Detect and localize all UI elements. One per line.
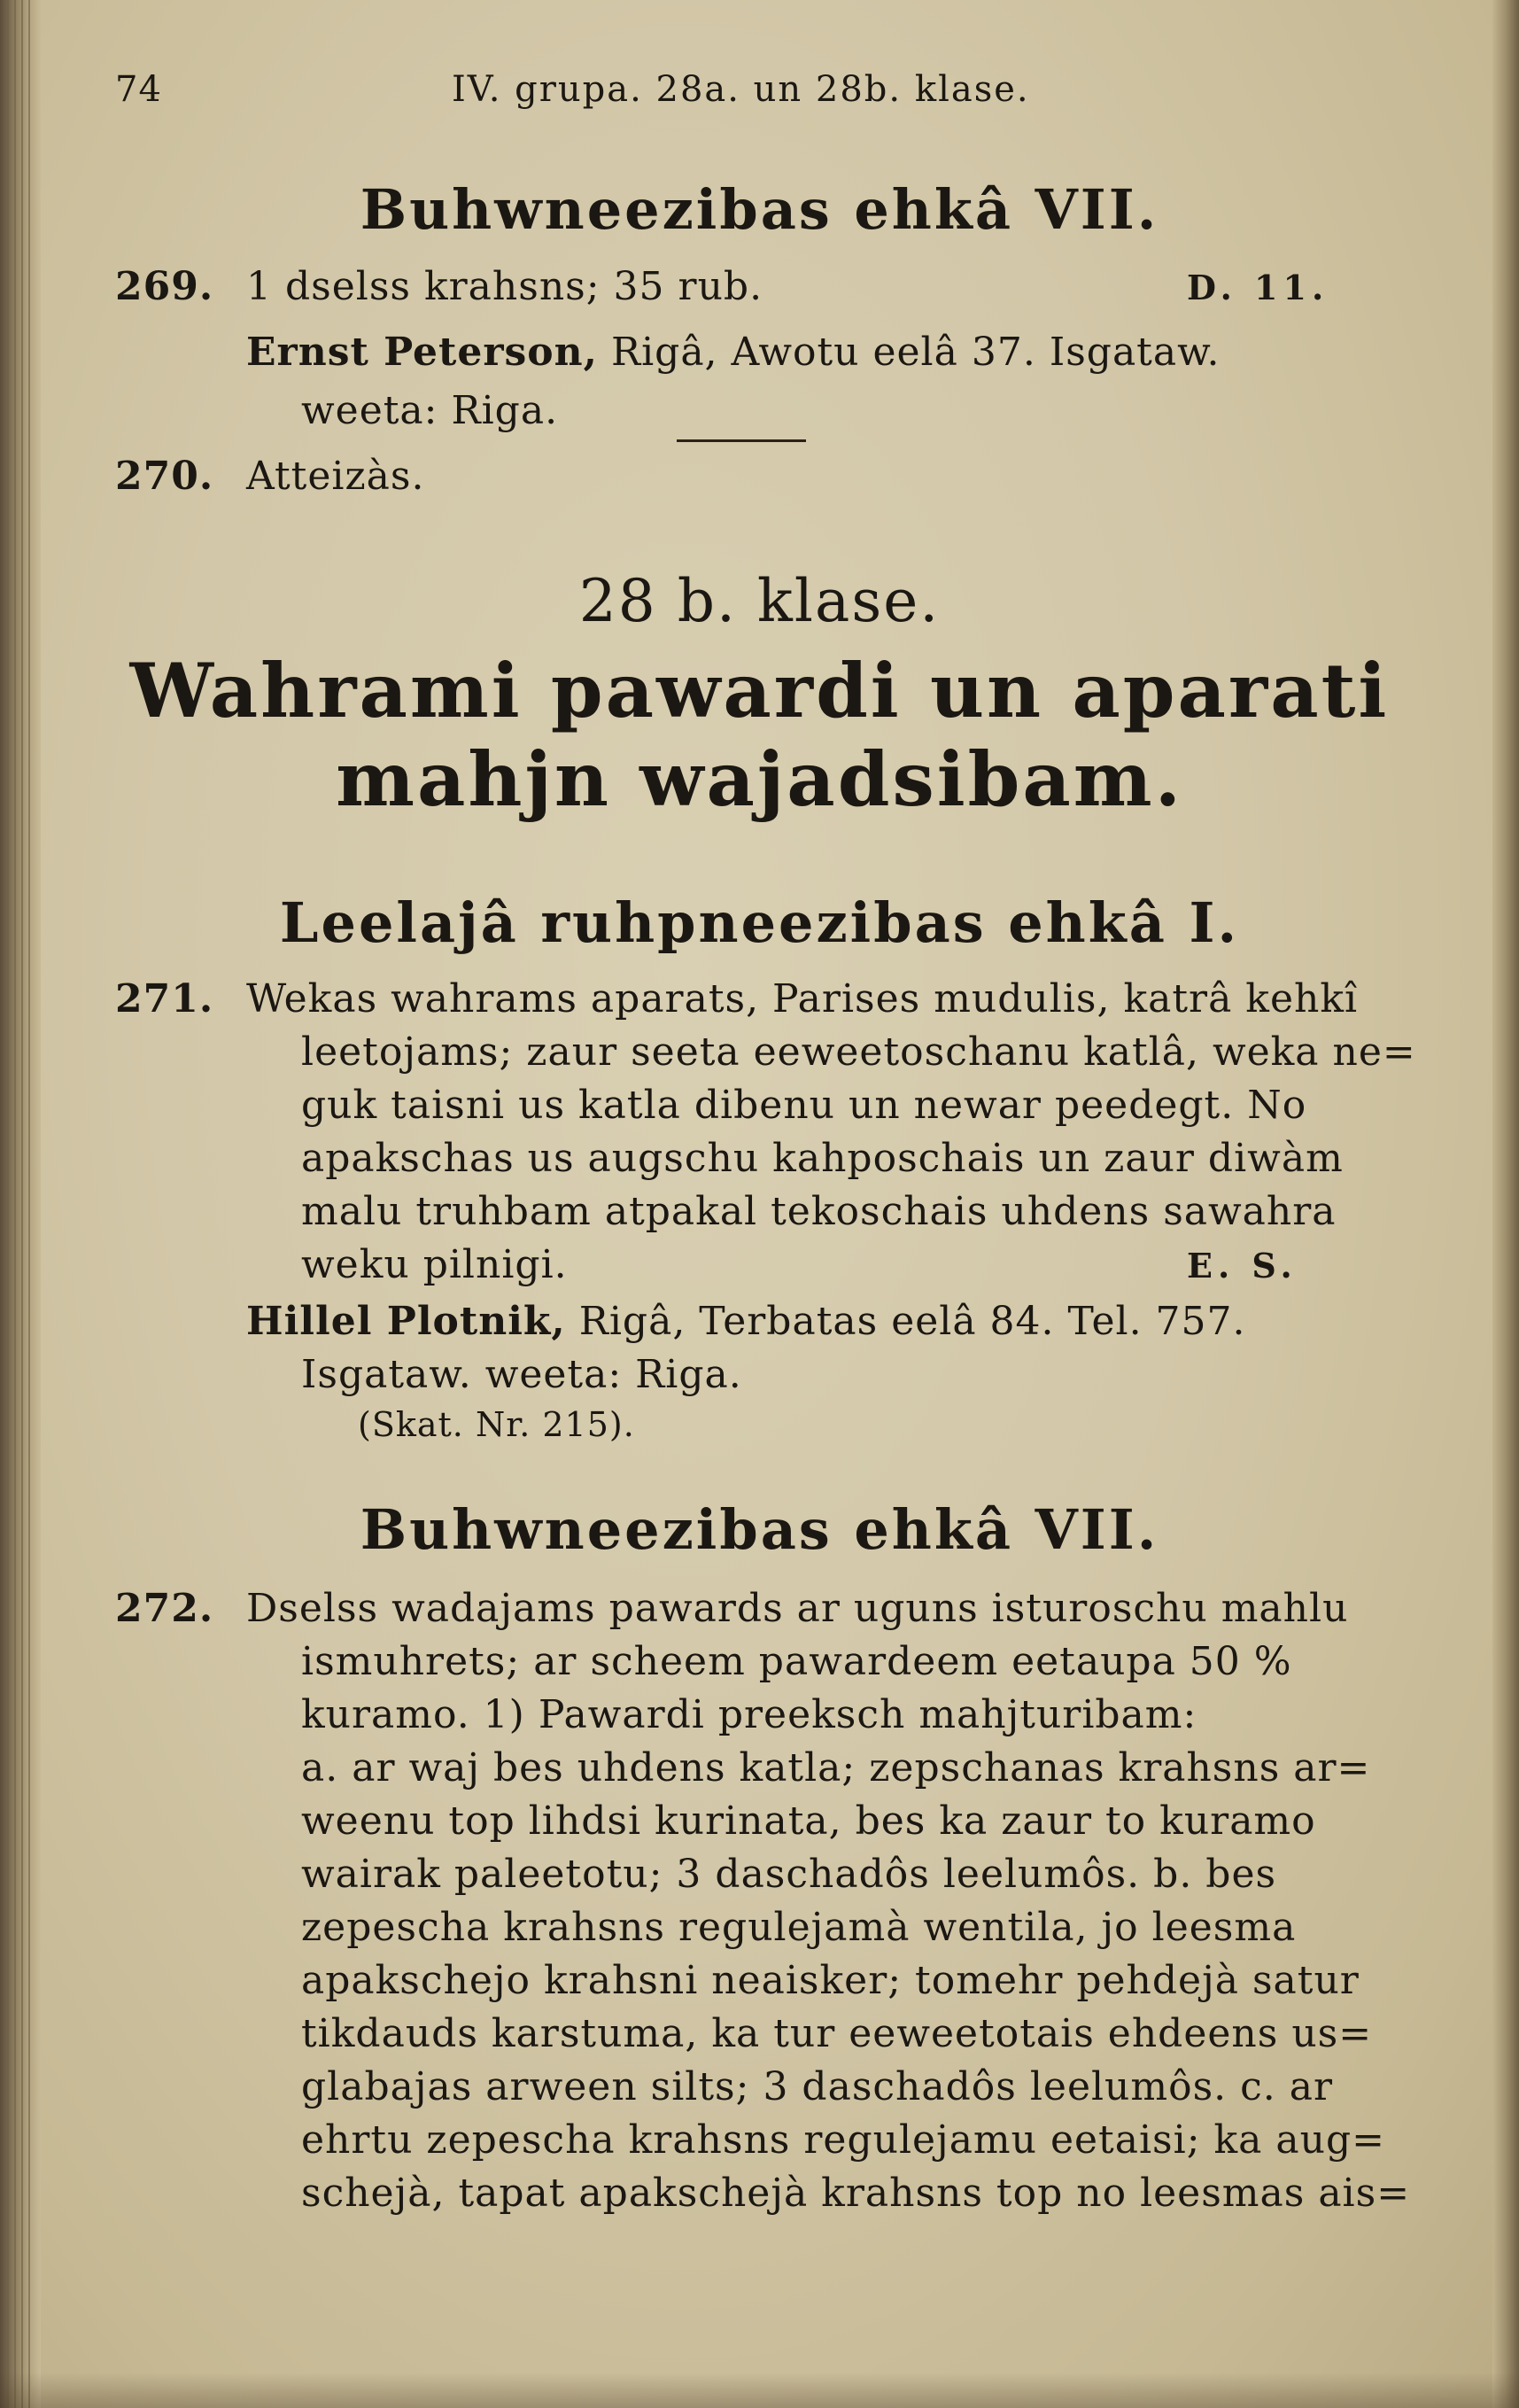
entry-271-exhibitor-name: Hillel Plotnik, — [246, 1299, 566, 1344]
entry-271-line-1: Wekas wahrams aparats, Parises mudulis, katrâ kehkî — [246, 976, 1359, 1021]
entry-number-271: 271. — [115, 976, 214, 1021]
section-title-2: Leelajâ ruhpneezibas ehkâ I. — [279, 890, 1240, 955]
entry-269-text: 1 dselss krahsns; 35 rub. — [246, 264, 763, 309]
entry-272-line-11: ehrtu zepescha krahsns regulejamu eetaisi; ka aug= — [301, 2117, 1385, 2163]
entry-271-code: E. S. — [1187, 1246, 1298, 1286]
section-title-3: Buhwneezibas ehkâ VII. — [360, 1497, 1159, 1562]
section-title-1: Buhwneezibas ehkâ VII. — [360, 177, 1159, 242]
page-edge-right — [1492, 0, 1519, 2408]
entry-272-line-5: weenu top lihdsi kurinata, bes ka zaur to kuramo — [301, 1798, 1316, 1844]
entry-269-code: D. 11. — [1187, 268, 1329, 307]
entry-269-address: Rigâ, Awotu eelâ 37. Isgataw. — [610, 330, 1221, 375]
entry-270-text: Atteizàs. — [246, 454, 425, 499]
class-title: 28 b. klase. — [578, 567, 941, 635]
entry-272-line-4: a. ar waj bes uhdens katla; zepschanas krahsns ar= — [301, 1745, 1371, 1790]
entry-271-line-6: weku pilnigi. — [301, 1242, 568, 1287]
entry-272-line-12: schejà, tapat apakschejà krahsns top no leesmas ais= — [301, 2171, 1411, 2216]
page-number: 74 — [115, 69, 162, 110]
entry-272-line-2: ismuhrets; ar scheem pawardeem eetaupa 50 % — [301, 1639, 1292, 1684]
entry-271-line-5: malu truhbam atpakal tekoschais uhdens sawahra — [301, 1189, 1337, 1234]
page-edge-left — [0, 0, 41, 2408]
entry-272-line-6: wairak paleetotu; 3 daschadôs leelumôs. b. bes — [301, 1852, 1277, 1897]
entry-271-line-2: leetojams; zaur seeta eeweetoschanu katlâ, weka ne= — [301, 1029, 1416, 1075]
entry-269-exhibitor-line — [246, 330, 1221, 375]
entry-271-line-3: guk taisni us katla dibenu un newar peedegt. No — [301, 1083, 1307, 1128]
divider-rule — [677, 439, 806, 442]
entry-272-line-7: zepescha krahsns regulejamà wentila, jo leesma — [301, 1905, 1297, 1950]
entry-number-272: 272. — [115, 1586, 214, 1631]
entry-269-exhibitor-name: Ernst Peterson, — [246, 330, 598, 375]
class-heading-line-2: mahjn wajadsibam. — [336, 735, 1183, 823]
entry-271-address-2: Isgataw. weeta: Riga. — [301, 1352, 742, 1397]
entry-271-line-4: apakschas us augschu kahposchais un zaur diwàm — [301, 1136, 1344, 1181]
entry-272-line-8: apakschejo krahsni neaisker; tomehr pehdejà satur — [301, 1958, 1360, 2003]
entry-272-line-3: kuramo. 1) Pawardi preeksch mahjturibam: — [301, 1692, 1197, 1737]
entry-272-line-9: tikdauds karstuma, ka tur eeweetotais ehdeens us= — [301, 2011, 1373, 2056]
running-head: IV. grupa. 28a. un 28b. klase. — [452, 69, 1030, 110]
entry-271-exhibitor-line — [246, 1299, 1246, 1344]
entry-number-270: 270. — [115, 454, 214, 499]
entry-271-address: Rigâ, Terbatas eelâ 84. Tel. 757. — [578, 1299, 1246, 1344]
entry-269-address-2: weeta: Riga. — [301, 388, 559, 433]
entry-271-catalog-ref: (Skat. Nr. 215). — [358, 1405, 635, 1444]
page-edge-bottom — [0, 2373, 1519, 2408]
class-heading-line-1: Wahrami pawardi un aparati — [129, 647, 1390, 734]
entry-272-line-10: glabajas arween silts; 3 daschadôs leelumôs. c. ar — [301, 2064, 1334, 2109]
entry-272-line-1: Dselss wadajams pawards ar uguns isturoschu mahlu — [246, 1586, 1349, 1631]
entry-number-269: 269. — [115, 264, 214, 309]
